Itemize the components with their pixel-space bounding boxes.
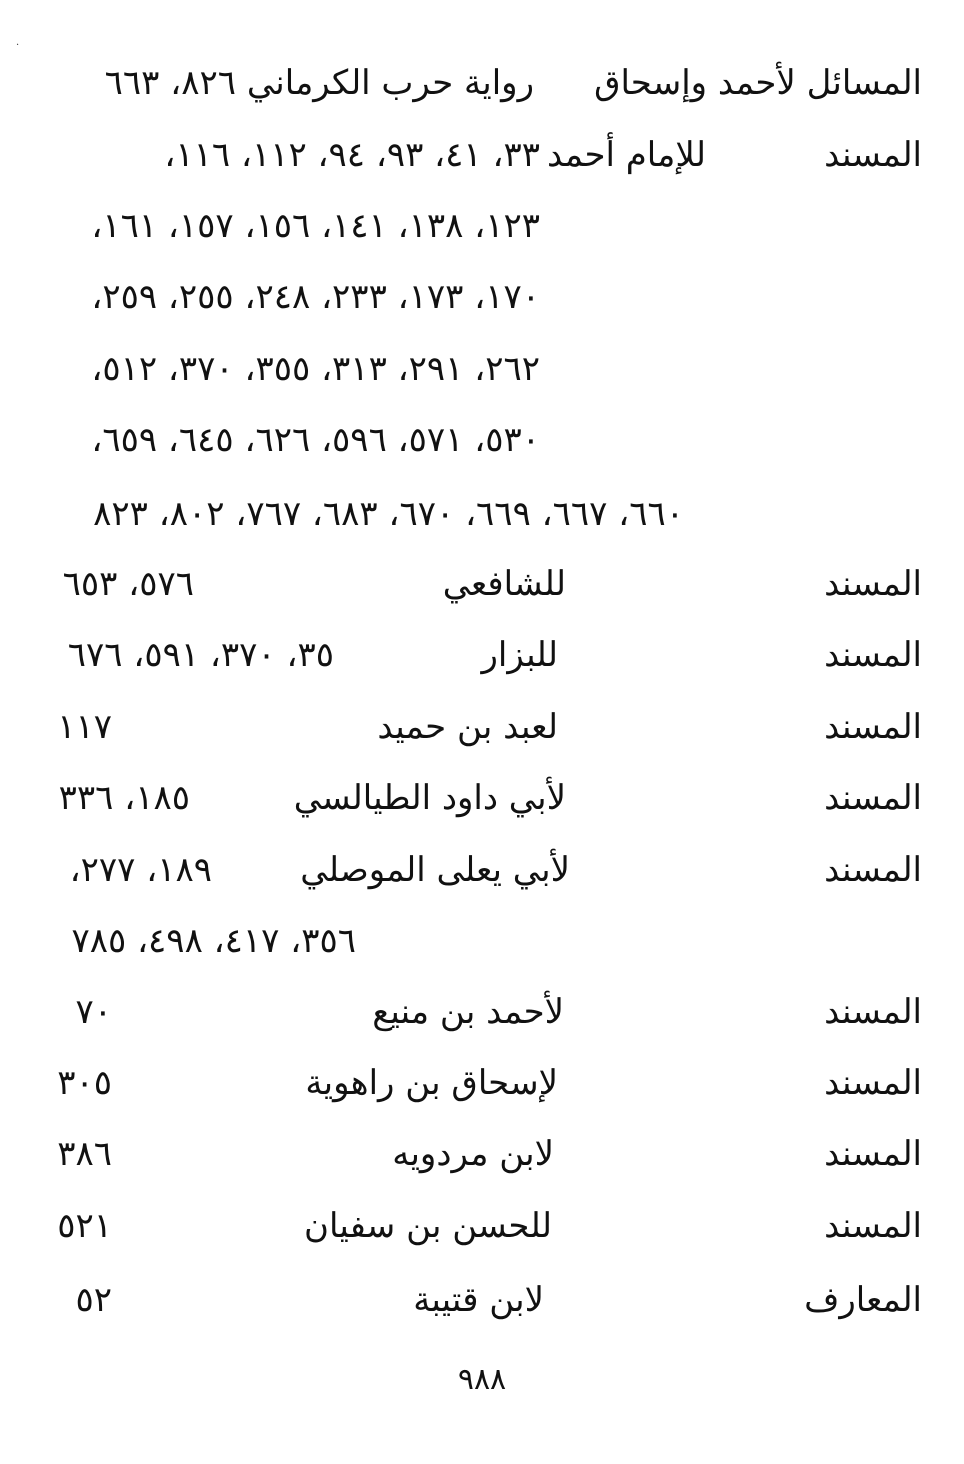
book-author: لابن مردويه: [392, 1134, 554, 1174]
index-entry: [0, 768, 964, 828]
page-references: ٥٧٦، ٦٥٣: [62, 564, 194, 604]
page-references: ٥٣٠، ٥٧١، ٥٩٦، ٦٢٦، ٦٤٥، ٦٥٩،: [91, 420, 540, 460]
page-references: ٨٢٦، ٦٦٣: [104, 63, 236, 103]
book-title: المسائل لأحمد وإسحاق: [594, 63, 922, 103]
book-author: لأحمد بن منيع: [372, 992, 564, 1032]
book-title: المسند: [824, 1134, 922, 1174]
book-author: للإمام أحمد: [546, 135, 706, 175]
index-entry: [0, 1053, 964, 1113]
book-title: المعارف: [804, 1280, 922, 1320]
page-references: ٣٥، ٣٧٠، ٥٩١، ٦٧٦: [67, 635, 334, 675]
book-author: للشافعي: [442, 564, 566, 604]
book-author: لابن قتيبة: [413, 1280, 544, 1320]
book-title: المسند: [824, 850, 922, 890]
book-title: المسند: [824, 992, 922, 1032]
index-entry: [0, 53, 964, 113]
page-references: ٣٥٦، ٤١٧، ٤٩٨، ٧٨٥: [71, 921, 356, 961]
index-entry: [0, 554, 964, 614]
book-title: المسند: [824, 564, 922, 604]
book-title: المسند: [824, 1206, 922, 1246]
index-entry-continuation: [0, 410, 964, 470]
book-title: المسند: [824, 635, 922, 675]
book-title: المسند: [824, 135, 922, 175]
page-references: ١١٧: [57, 707, 112, 747]
book-title: المسند: [824, 1063, 922, 1103]
page-number: ٩٨٨: [457, 1362, 507, 1397]
page-references: ١٧٠، ١٧٣، ٢٣٣، ٢٤٨، ٢٥٥، ٢٥٩،: [91, 277, 540, 317]
index-entry-continuation: [0, 267, 964, 327]
index-entry-continuation: [0, 484, 964, 544]
page-references: ٦٦٠، ٦٦٧، ٦٦٩، ٦٧٠، ٦٨٣، ٧٦٧، ٨٠٢، ٨٢٣: [93, 494, 684, 534]
book-title: المسند: [824, 707, 922, 747]
book-author: للبزار: [481, 635, 558, 675]
page-references: ٣٨٦: [57, 1134, 112, 1174]
index-entry: [0, 625, 964, 685]
index-entry: [0, 697, 964, 757]
index-entry: [0, 1124, 964, 1184]
page-references: ١٨٩، ٢٧٧،: [69, 850, 212, 890]
page-references: ٥٢١: [57, 1206, 112, 1246]
book-author: لأبي يعلى الموصلي: [300, 850, 570, 890]
index-entry: [0, 1270, 964, 1330]
book-author: رواية حرب الكرماني: [246, 63, 534, 103]
page-references: ٣٣، ٤١، ٩٣، ٩٤، ١١٢، ١١٦،: [164, 135, 540, 175]
book-author: للحسن بن سفيان: [303, 1206, 552, 1246]
corner-mark: ·: [16, 40, 20, 51]
index-entry-continuation: [0, 339, 964, 399]
page-references: ٧٠: [75, 992, 112, 1032]
page-references: ١٢٣، ١٣٨، ١٤١، ١٥٦، ١٥٧، ١٦١،: [91, 206, 540, 246]
page-references: ٢٦٢، ٢٩١، ٣١٣، ٣٥٥، ٣٧٠، ٥١٢،: [91, 349, 540, 389]
page-references: ٣٠٥: [57, 1063, 112, 1103]
index-entry: [0, 125, 964, 185]
book-author: لعبد بن حميد: [377, 707, 558, 747]
page-references: ١٨٥، ٣٣٦: [58, 778, 190, 818]
index-entry: [0, 1196, 964, 1256]
book-author: لإسحاق بن راهوية: [305, 1063, 558, 1103]
index-entry: [0, 982, 964, 1042]
book-title: المسند: [824, 778, 922, 818]
book-author: لأبي داود الطيالسي: [293, 778, 566, 818]
page-references: ٥٢: [75, 1280, 112, 1320]
index-entry-continuation: [0, 196, 964, 256]
index-entry: [0, 840, 964, 900]
index-entry-continuation: [0, 911, 964, 971]
